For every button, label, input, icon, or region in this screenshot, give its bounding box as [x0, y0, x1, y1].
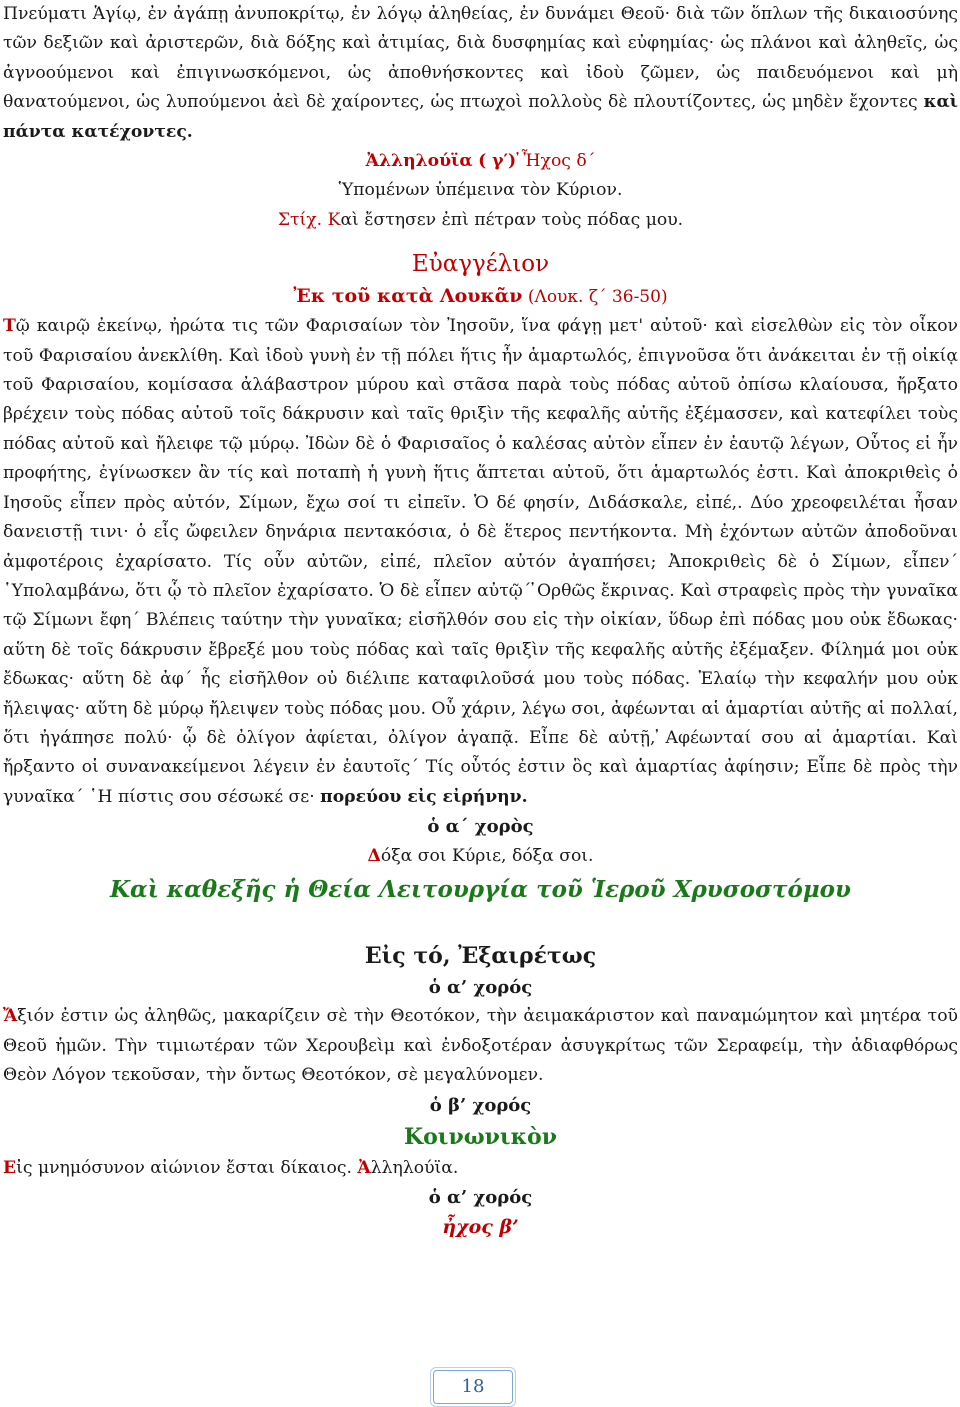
- stix-text: αὶ ἔστησεν ἐπὶ πέτραν τοὺς πόδας μου.: [340, 209, 684, 230]
- koinonikon-alleluia-rest: λληλούϊα.: [370, 1158, 459, 1178]
- koinonikon-first-letter: Ε: [3, 1158, 17, 1178]
- koinonikon-paragraph: [3, 1154, 958, 1183]
- gospel-reference: (Λουκ. ζ΄ 36-50): [522, 287, 668, 308]
- epistle-bold-end: καὶ πάντα κατέχοντες.: [3, 92, 958, 142]
- axion-paragraph: [3, 1002, 958, 1090]
- choir-b-label: ὁ β’ χορός: [429, 1094, 532, 1116]
- doxa-line: [3, 842, 958, 871]
- doxa-text: όξα σοι Κύριε, δόξα σοι.: [380, 845, 594, 866]
- alleluia-heading: [3, 147, 958, 176]
- document-page: [3, 0, 958, 1242]
- choir-a-label: ὁ α’ χορός: [428, 976, 533, 998]
- page-number: 18: [433, 1370, 513, 1404]
- gospel-text: ῷ καιρῷ ἐκείνῳ, ἠρώτα τις τῶν Φαρισαίων τὸν Ἰησοῦν, ἵνα φάγῃ μετ' αὐτοῦ· καὶ εἰσελθὼν εἰς τὸν οἶκον τοῦ Φαρισαίου ἀνεκλίθη. Καὶ ἰδοὺ γυνὴ ἐν τῇ πόλει ἥτις ἦν ἁμαρτωλός, ἐπιγνοῦσα ὅτι ἀνάκειται ἐν τῇ οἰκίᾳ τοῦ Φαρισαίου, κομίσασα ἀλάβαστρον μύρου καὶ στᾶσα παρὰ τοὺς πόδας αὐτοῦ ὀπίσω κλαίουσα, ἤρξατο βρέχειν τοὺς πόδας αὐτοῦ τοῖς δάκρυσιν καὶ ταῖς θριξὶν τῆς κεφαλῆς αὐτῆς ἐξέμασσεν, καὶ κατεφίλει τοὺς πόδας αὐτοῦ καὶ ἤλειφε τῷ μύρῳ. Ἰδὼν δὲ ὁ Φαρισαῖος ὁ καλέσας αὐτὸν εἶπεν ἐν ἑαυτῷ λέγων, Οὗτος εἰ ἦν προφήτης, ἐγίνωσκεν ἂν τίς καὶ ποταπὴ ἡ γυνὴ ἥτις ἅπτεται αὐτοῦ, ὅτι ἁμαρτωλός ἐστι. Καὶ ἀποκριθεὶς ὁ ̓Ιησοῦς εἶπεν πρὸς αὐτόν, Σίμων, ἔχω σοί τι εἰπεῖν. Ὁ δέ φησίν, Διδάσκαλε, εἰπέ,. Δύο χρεοφειλέται ἦσαν δανειστῇ τινι· ὁ εἷς ὤφειλεν δηνάρια πεντακόσια, ὁ δὲ ἕτερος πεντήκοντα. Μὴ ἐχόντων αὐτῶν ἀποδοῦναι ἀμφοτέροις ἐχαρίσατο. Τίς οὖν αὐτῶν, εἰπέ, πλεῖον αὐτόν ἀγαπήσει; Ἀποκριθεὶς δὲ ὁ Σίμων, εἶπεν΄ ῾Υπολαμβάνω, ὅτι ᾧ τὸ πλεῖον ἐχαρίσατο. Ὁ δὲ εἶπεν αὐτῷ΄ ̓Ορθῶς ἔκρινας. Καὶ στραφεὶς πρὸς τὴν γυναῖκα τῷ Σίμωνι ἔφη΄ Βλέπεις ταύτην τὴν γυναῖκα; εἰσῆλθόν σου εἰς τὴν οἰκίαν, ὕδωρ ἐπὶ πόδας μου οὐκ ἔδωκας· αὕτη δὲ τοῖς δάκρυσιν ἔβρεξέ μου τοὺς πόδας καὶ ταῖς θριξὶν τῆς κεφαλῆς αὐτῆς ἐξέμαξεν. Φίλημά μοι οὐκ ἔδωκας· αὕτη δὲ ἀφ΄ ἧς εἰσῆλθον οὐ διέλιπε καταφιλοῦσά μου τοὺς πόδας. Ἐλαίῳ τὴν κεφαλήν μου οὐκ ἤλειψας· αὕτη δὲ μύρῳ ἤλειψεν τοὺς πόδας μου. Οὗ χάριν, λέγω σοι, ἀφέωνται αἱ ἁμαρτίαι αὐτῆς αἱ πολλαί, ὅτι ἠγάπησε πολύ· ᾧ δὲ ὀλίγον ἀφίεται, ὀλίγον ἀγαπᾷ. Εἶπε δὲ αὐτῇ, ̓Αφέωνταί σου αἱ ἁμαρτίαι. Καὶ ἤρξαντο οἱ συνανακείμενοι λέγειν ἐν ἑαυτοῖς΄ Τίς οὗτός ἐστιν ὃς καὶ ἁμαρτίας ἀφίησιν; Εἶπε δὲ πρὸς τὴν γυναῖκα΄ ῾Η πίστις σου σέσωκέ σε·: [3, 316, 958, 807]
- epistle-ending-paragraph: [3, 0, 958, 147]
- gospel-text-paragraph: [3, 312, 958, 812]
- doxa-first-letter: Δ: [367, 845, 381, 866]
- koinonikon-title: Κοινωνικὸν: [404, 1124, 557, 1150]
- koinonikon-alleluia-first: Ἀ: [357, 1158, 371, 1178]
- choir-a2-label: ὁ α’ χορός: [428, 1187, 533, 1209]
- alleluia-echos: ̓Ἦχος δ΄: [516, 151, 596, 172]
- axion-text: ξιόν ἐστιν ὡς ἀληθῶς, μακαρίζειν σὲ τὴν Θεοτόκον, τὴν ἀειμακάριστον καὶ παναμώμητον καὶ μητέρα τοῦ Θεοῦ ἡμῶν. Τὴν τιμιωτέραν τῶν Χερουβεὶμ καὶ ἐνδοξοτέραν ἀσυγκρίτως τῶν Σεραφείμ, τὴν ἀδιαφθόρως Θεὸν Λόγον τεκοῦσαν, τὴν ὄντως Θεοτόκον, σὲ μεγαλύνομεν.: [3, 1006, 958, 1086]
- alleluia-verse: [3, 176, 958, 205]
- choir-label-1: ὁ α΄ χορὸς: [427, 816, 534, 838]
- gospel-bold-end: πορεύου εἰς εἰρήνην.: [320, 786, 528, 807]
- axion-first-letter: Ἄ: [3, 1006, 18, 1027]
- stix-label: Στίχ. Κ: [277, 209, 341, 230]
- epistle-text: Πνεύματι Ἁγίῳ, ἐν ἀγάπῃ ἀνυποκρίτῳ, ἐν λόγῳ ἀληθείας, ἐν δυνάμει Θεοῦ· διὰ τῶν ὅπλων τῆς δικαιοσύνης τῶν δεξιῶν καὶ ἀριστερῶν, διὰ δόξης καὶ ἀτιμίας, διὰ δυσφημίας καὶ εὐφημίας· ὡς πλάνοι καὶ ἀληθεῖς, ὡς ἀγνοούμενοι καὶ ἐπιγινωσκόμενοι, ὡς ἀποθνήσκοντες καὶ ἰδοὺ ζῶμεν, ὡς παιδευόμενοι καὶ μὴ θανατούμενοι, ὡς λυπούμενοι ἀεὶ δὲ χαίροντες, ὡς πτωχοὶ πολλοὺς δὲ πλουτίζοντες, ὡς μηδὲν ἔχοντες: [3, 4, 958, 113]
- alleluia-label: Ἀλληλούϊα: [365, 151, 473, 172]
- exairetos-title: Εἰς τό, Ἐξαιρέτως: [364, 942, 597, 969]
- koinonikon-text: ἰς μνημόσυνον αἰώνιον ἔσται δίκαιος.: [16, 1158, 358, 1178]
- gospel-first-letter: Τ: [3, 316, 16, 337]
- alleluia-verse-text: Ὑπομένων ὑπέμεινα τὸν Κύριον.: [338, 180, 623, 201]
- liturgy-line: Καὶ καθεξῆς ἡ Θεία Λειτουργία τοῦ Ἱεροῦ Χρυσοστόμου: [110, 875, 851, 903]
- echos-b-label: ἦχος β’: [442, 1215, 519, 1238]
- gospel-subtitle-red: Ἐκ τοῦ κατὰ Λουκᾶν: [293, 285, 523, 308]
- gospel-title: Εὐαγγέλιον: [411, 251, 550, 278]
- stix-line: [3, 206, 958, 235]
- gospel-subtitle: [3, 281, 958, 312]
- alleluia-repeat: ( γ′): [478, 151, 517, 172]
